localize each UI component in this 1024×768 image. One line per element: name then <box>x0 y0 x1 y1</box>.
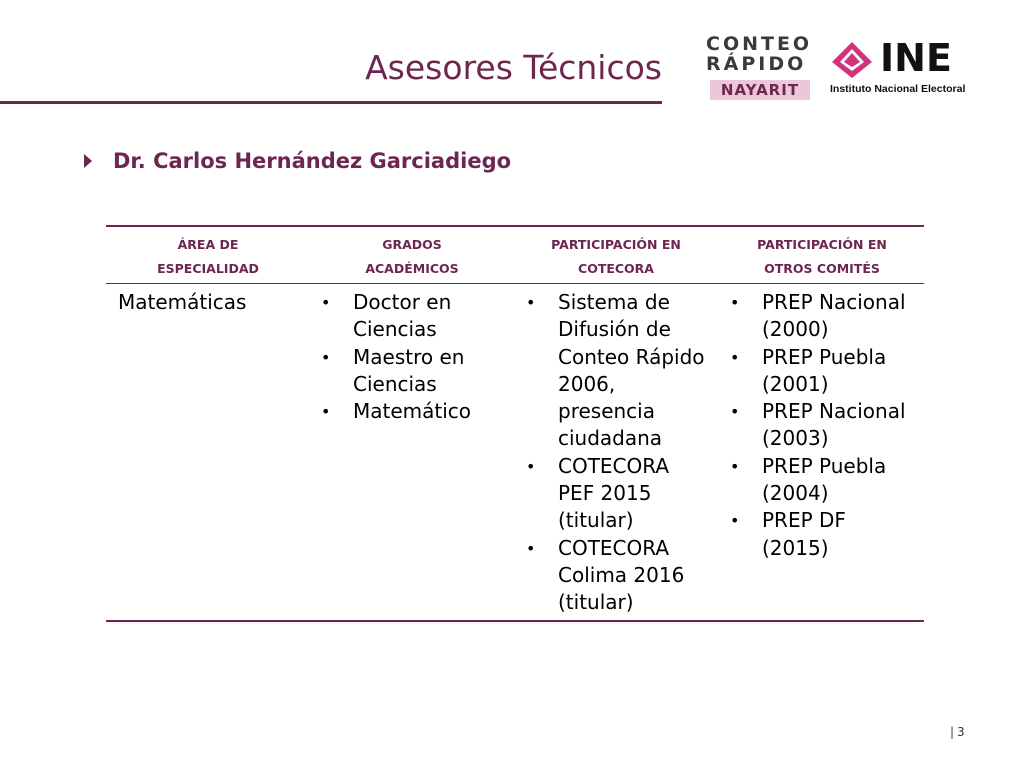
conteo-logo-line3: NAYARIT <box>710 80 810 100</box>
header-line: OTROS COMITÉS <box>764 261 880 276</box>
header-otros <box>720 233 924 281</box>
table-header-rule <box>106 283 924 284</box>
ine-emblem-icon <box>830 40 878 84</box>
title-underline <box>0 101 662 104</box>
arrow-bullet-icon <box>84 154 92 168</box>
header-cotecora <box>516 233 716 281</box>
list-item: • PREP Puebla (2001) <box>730 344 910 399</box>
ine-logo-word: INE <box>880 36 952 80</box>
list-item: • Matemático <box>321 398 506 425</box>
table-bottom-rule <box>106 620 924 622</box>
list-item: • COTECORA PEF 2015 (titular) <box>526 453 706 535</box>
header-line: PARTICIPACIÓN EN <box>551 237 681 252</box>
list-item: • PREP Nacional (2000) <box>730 289 910 344</box>
cell-grados <box>321 289 506 425</box>
conteo-rapido-logo <box>706 34 812 100</box>
ine-logo-subtitle: Instituto Nacional Electoral <box>830 83 966 95</box>
list-item: • PREP DF (2015) <box>730 507 910 562</box>
header-grados <box>312 233 512 281</box>
header-area <box>108 233 308 281</box>
list-item: • PREP Nacional (2003) <box>730 398 910 453</box>
page-number-value: 3 <box>957 725 965 739</box>
slide-title: Asesores Técnicos <box>365 48 662 87</box>
page-number-divider: | <box>950 725 955 739</box>
list-item: • Doctor en Ciencias <box>321 289 506 344</box>
header-line: COTECORA <box>578 261 654 276</box>
header-line: ÁREA DE <box>177 237 239 252</box>
cell-area <box>118 289 308 316</box>
area-value: Matemáticas <box>118 290 247 314</box>
conteo-logo-line1: CONTEO <box>706 33 813 55</box>
ine-logo <box>830 36 990 100</box>
list-item: • PREP Puebla (2004) <box>730 453 910 508</box>
header-line: ACADÉMICOS <box>365 261 459 276</box>
conteo-logo-line2: RÁPIDO <box>706 53 807 75</box>
header-line: PARTICIPACIÓN EN <box>757 237 887 252</box>
page-number <box>950 725 965 739</box>
cell-cotecora <box>526 289 706 617</box>
header-line: GRADOS <box>382 237 442 252</box>
list-item: • COTECORA Colima 2016 (titular) <box>526 535 706 617</box>
cell-otros <box>730 289 910 562</box>
header-line: ESPECIALIDAD <box>157 261 259 276</box>
person-name: Dr. Carlos Hernández Garciadiego <box>113 149 512 173</box>
list-item: • Sistema de Difusión de Conteo Rápido 2006, presencia ciudadana <box>526 289 706 453</box>
table-top-rule <box>106 225 924 227</box>
list-item: • Maestro en Ciencias <box>321 344 506 399</box>
